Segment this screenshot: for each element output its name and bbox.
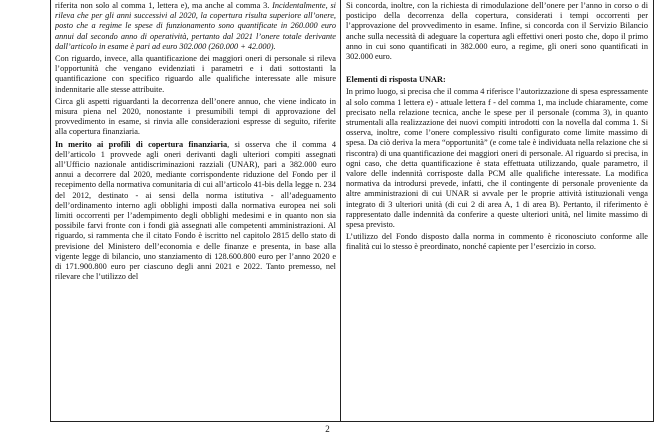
- paragraph-fund-usage: L’utilizzo del Fondo disposto dalla norma in commento è riconosciuto conforme alle finalità cui lo stesso è preordinato, nonché capiente per l’esercizio in corso.: [346, 232, 648, 252]
- section-heading: Elementi di risposta UNAR:: [346, 75, 446, 85]
- paragraph-italic-note: Incidentalmente, si rileva che per gli anni successivi al 2020, la copertura risulta superiore all’onere, posto che a regime le spese di funzionamento sono quantificate in 260.000 euro annui dal secondo anno di operatività, pertanto dal 2021 l’onere totale derivante dall’articolo in esame è pari ad euro 302.000 (260.000 + 42.000).: [55, 1, 336, 51]
- column-divider: [340, 0, 341, 421]
- paragraph-body: , si osserva che il comma 4 dell’articolo 1 provvede agli oneri derivanti dagli ulteriori compiti assegnati all’Ufficio nazionale antidiscriminazioni razziali (UNAR), pari a 382.000 euro annui a decorrere dal 2020, mediante corrispondente riduzione del Fondo per il recepimento della normativa comunitaria di cui all’articolo 41-bis della legge n. 234 del 2012, destinato - ai sensi della norma istitutiva - all’adeguamento dell’ordinamento interno agli obblighi imposti dalla normativa europea nei soli limiti occorrenti per l’adempimento degli obblighi medesimi e in quanto non sia possibile farvi fronte con i fondi già assegnati alle competenti amministrazioni. Al riguardo, si rammenta che il citato Fondo è iscritto nel capitolo 2815 dello stato di previsione del Ministero dell’economia e delle finanze e presenta, in base alla vigente legge di bilancio, uno stanziamento di 128.600.800 euro per l’anno 2020 e di 171.900.800 euro per ciascuno degli anni 2021 e 2022. Tanto premesso, nel rilevare che l’utilizzo del: [55, 139, 336, 282]
- paragraph-agreement: Si concorda, inoltre, con la richiesta di rimodulazione dell’onere per l’anno in corso o di posticipo della decorrenza della copertura, considerati i tempi occorrenti per l’approvazione del provvedimento in esame. Infine, si concorda con il Servizio Bilancio anche sulla necessità di adeguare la copertura agli effettivi oneri posto che, dopo il primo anno in cui sono quantificati in 382.000 euro, a regime, gli oneri sono quantificati in 302.000 euro.: [346, 1, 648, 62]
- bold-lead: In merito ai profili di copertura finanziaria: [55, 139, 228, 149]
- paragraph-timing: Circa gli aspetti riguardanti la decorrenza dell’onere annuo, che viene indicato in misura piena nel 2020, nonostante i presumibili tempi di approvazione del provvedimento in esame, si rinvia alle considerazioni espresse di seguito, riferite alla copertura finanziaria.: [55, 96, 336, 137]
- paragraph-coverage-note: [55, 1, 336, 52]
- paragraph-personnel: Con riguardo, invece, alla quantificazione dei maggiori oneri di personale si rileva l’opportunità che vengano evidenziati i parametri e i dati sottostanti la quantificazione con specifico riguardo alle qualifiche interessate alle misure indennitarie alle stesse attribuite.: [55, 54, 336, 94]
- paragraph-unar-response: In primo luogo, si precisa che il comma 4 riferisce l’autorizzazione di spesa espressamente al solo comma 1 lettera e) - attuale lettera f - del comma 1, ma include chiaramente, come precisato nella relazione tecnica, anche le spese per il personale (comma 3), in quanto strumentali alla realizzazione dei nuovi compiti introdotti con la novella dal comma 1. Si osserva, inoltre, come l’onere complessivo risulti configurato come limite massimo di spesa. Da ciò deriva la mera “opportunità” (e come tale è individuata nella relazione che si riscontra) di una quantificazione dei maggiori oneri di personale. Al riguardo si precisa, in ogni caso, che detta quantificazione è stata effettuata utilizzando, quale parametro, il valore delle indennità corrisposte dalla PCM alle qualifiche interessate. La modifica normativa da introdursi prevede, infatti, che il contingente di personale proveniente da altre amministrazioni di cui UNAR si avvale per le proprie attività istituzionali venga integrato di 3 ulteriori unità (di cui 2 di area A, 1 di area B). Pertanto, il riferimento è rappresentato dalle indennità da conferire a queste ulteriori unità, nel limite massimo di spesa previsto.: [346, 87, 648, 230]
- left-column: [55, 1, 336, 421]
- page-number: 2: [325, 424, 330, 434]
- paragraph-financial-coverage: [55, 140, 336, 283]
- paragraph-lead: riferita non solo al comma 1, lettera e), ma anche al comma 3.: [55, 1, 270, 10]
- right-column: [346, 1, 648, 421]
